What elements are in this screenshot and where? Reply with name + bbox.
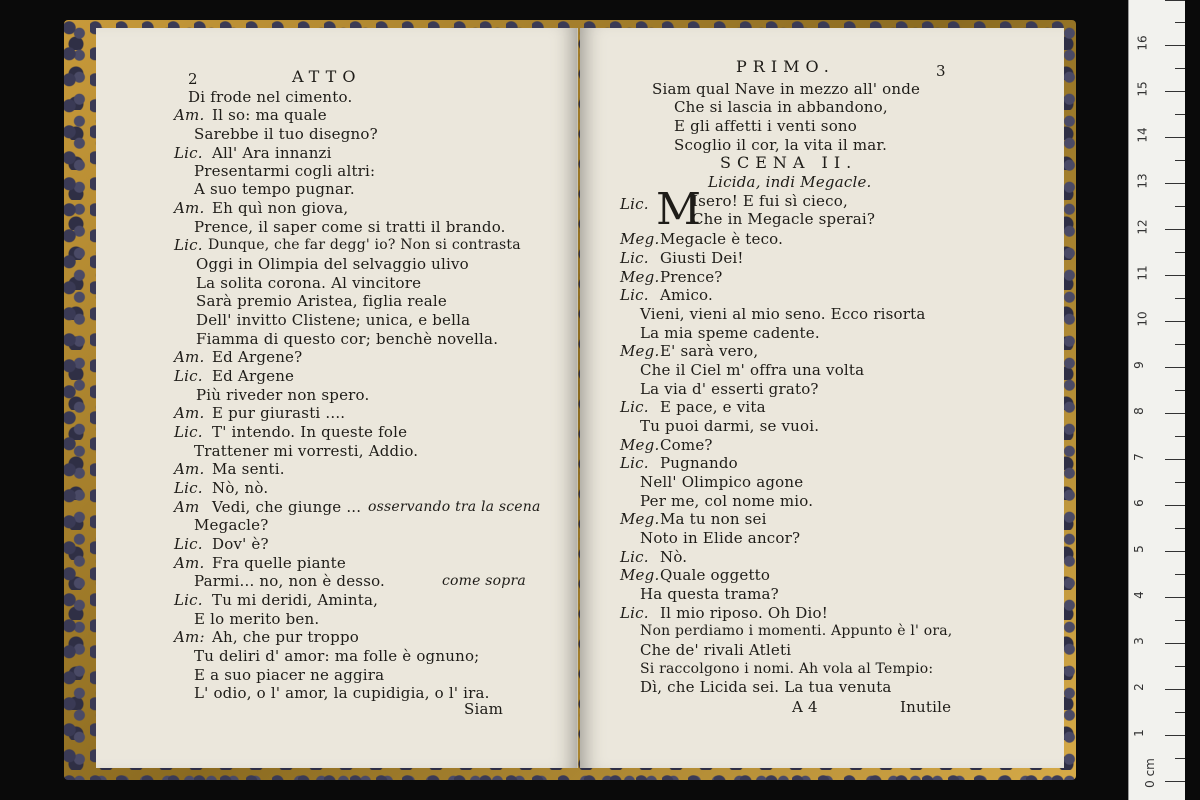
speaker: Am. [174, 404, 205, 422]
verse-line: T' intendo. In queste fole [212, 423, 408, 441]
verse-line: Che in Megacle sperai? [692, 210, 876, 228]
ruler-tick [1165, 183, 1185, 184]
ruler-label: 1 [1131, 729, 1146, 737]
verse-line: E' sarà vero, [660, 342, 759, 360]
ruler-tick [1175, 390, 1185, 391]
verse-line: La mia speme cadente. [640, 324, 820, 342]
speaker: Lic. [620, 286, 649, 304]
verse-line: E a suo piacer ne aggira [194, 666, 385, 684]
verse-line: Ed Argene [212, 367, 295, 385]
verse-line: Dunque, che far degg' io? Non si contrasta [208, 237, 521, 253]
speaker: Lic. [174, 591, 203, 609]
ruler-label: 13 [1135, 173, 1150, 189]
ruler-tick [1175, 298, 1185, 299]
verse-line: Scoglio il cor, la vita il mar. [674, 136, 888, 154]
scene-subtitle: Licida, indi Megacle. [708, 173, 872, 191]
verse-line: Trattener mi vorresti, Addio. [194, 442, 419, 460]
running-head: PRIMO. [736, 57, 835, 76]
speaker: Am. [174, 348, 205, 366]
speaker: Meg. [620, 230, 660, 248]
verse-line: Amico. [660, 286, 713, 304]
verse-line: Giusti Dei! [660, 249, 744, 267]
ruler-tick [1175, 252, 1185, 253]
verse-line: Ma tu non sei [660, 510, 767, 528]
ruler-tick [1175, 436, 1185, 437]
verse-line: Come? [660, 436, 713, 454]
ruler-tick [1165, 367, 1185, 368]
speaker: Lic. [174, 423, 203, 441]
verse-line: A suo tempo pugnar. [194, 180, 355, 198]
verse-line: Tu puoi darmi, se vuoi. [640, 417, 820, 435]
verse-line: All' Ara innanzi [212, 144, 332, 162]
ruler-label: 14 [1135, 127, 1150, 143]
verse-line: Dov' è? [212, 535, 269, 553]
verse-line: Pugnando [660, 454, 738, 472]
verse-line: E lo merito ben. [194, 610, 320, 628]
verse-line: Fiamma di questo cor; benchè novella. [196, 330, 499, 348]
speaker: Lic. [174, 144, 203, 162]
speaker: Lic. [620, 548, 649, 566]
verse-line: Che si lascia in abbandono, [674, 98, 888, 116]
ruler-tick [1165, 459, 1185, 460]
ruler-tick [1165, 275, 1185, 276]
ruler-label: 11 [1135, 265, 1150, 281]
ruler-tick [1175, 206, 1185, 207]
ruler-tick [1175, 758, 1185, 759]
verse-line: Prence? [660, 268, 723, 286]
verse-line: E pur giurasti .... [212, 404, 346, 422]
ruler-tick [1165, 229, 1185, 230]
speaker: Meg. [620, 342, 660, 360]
speaker: Meg. [620, 268, 660, 286]
verse-line: Quale oggetto [660, 566, 771, 584]
verse-line: Nell' Olimpico agone [640, 473, 804, 491]
ruler-label: 9 [1131, 361, 1146, 369]
ruler-label: 4 [1131, 591, 1146, 599]
ruler-tick [1165, 551, 1185, 552]
verse-line: Tu mi deridi, Aminta, [212, 591, 379, 609]
verse-line: L' odio, o l' amor, la cupidigia, o l' ira. [194, 684, 490, 702]
ruler-tick [1165, 321, 1185, 322]
ruler-tick [1165, 137, 1185, 138]
speaker: Lic. [620, 398, 649, 416]
page-number: 3 [936, 62, 946, 80]
verse-line: E pace, e vita [660, 398, 766, 416]
verse-line: Parmi... no, non è desso. [194, 572, 386, 590]
stage-direction: osservando tra la scena [368, 499, 541, 515]
ruler-tick [1175, 22, 1185, 23]
verse-line: Non perdiamo i momenti. Appunto è l' ora, [640, 623, 953, 639]
ruler-label: 2 [1131, 683, 1146, 691]
left-page [96, 28, 578, 768]
verse-line: Noto in Elide ancor? [640, 529, 801, 547]
ruler-tick [1175, 712, 1185, 713]
verse-line: Megacle? [194, 516, 269, 534]
ruler-tick [1175, 160, 1185, 161]
verse-line: Ma senti. [212, 460, 285, 478]
signature-mark: A 4 [792, 698, 818, 716]
speaker: Meg. [620, 566, 660, 584]
ruler-tick [1165, 689, 1185, 690]
catchword: Siam [464, 700, 504, 718]
speaker: Am. [174, 106, 205, 124]
ruler-label: 0 cm [1142, 758, 1157, 788]
ruler-tick [1165, 597, 1185, 598]
ruler-tick [1175, 620, 1185, 621]
verse-line: Che de' rivali Atleti [640, 641, 792, 659]
ruler-label: 10 [1135, 311, 1150, 327]
ruler-tick [1165, 505, 1185, 506]
speaker: Am [174, 498, 200, 516]
ruler-label: 6 [1131, 499, 1146, 507]
ruler-label: 15 [1135, 81, 1150, 97]
ruler-tick [1175, 574, 1185, 575]
ruler-tick [1165, 643, 1185, 644]
speaker: Am: [174, 628, 205, 646]
ruler-tick [1165, 0, 1185, 1]
verse-line: La via d' esserti grato? [640, 380, 819, 398]
verse-line: Eh quì non giova, [212, 199, 349, 217]
verse-line: Prence, il saper come si tratti il brando. [194, 218, 506, 236]
right-page [580, 28, 1064, 768]
ruler-tick [1165, 45, 1185, 46]
ruler-label: 16 [1135, 35, 1150, 51]
verse-line: Ah, che pur troppo [212, 628, 360, 646]
verse-line: Nò, nò. [212, 479, 269, 497]
ruler-tick [1175, 68, 1185, 69]
ruler-tick [1175, 666, 1185, 667]
verse-line: Che il Ciel m' offra una volta [640, 361, 865, 379]
verse-line: Isero! E fui sì cieco, [692, 192, 848, 210]
verse-line: Sarà premio Aristea, figlia reale [196, 292, 447, 310]
verse-line: La solita corona. Al vincitore [196, 274, 422, 292]
ruler-tick [1165, 413, 1185, 414]
verse-line: Vedi, che giunge ... [212, 498, 362, 516]
drop-cap: M [656, 184, 702, 235]
verse-line: Di frode nel cimento. [188, 88, 353, 106]
stage-direction: come sopra [442, 573, 526, 589]
catchword: Inutile [900, 698, 952, 716]
ruler-tick [1175, 114, 1185, 115]
verse-line: Sarebbe il tuo disegno? [194, 125, 378, 143]
speaker: Lic. [620, 195, 649, 213]
scene-title: SCENA II. [720, 153, 858, 172]
speaker: Am. [174, 199, 205, 217]
verse-line: Oggi in Olimpia del selvaggio ulivo [196, 255, 469, 273]
verse-line: Tu deliri d' amor: ma folle è ognuno; [194, 647, 480, 665]
ruler-tick [1175, 528, 1185, 529]
verse-line: Megacle è teco. [660, 230, 784, 248]
verse-line: Ha questa trama? [640, 585, 779, 603]
ruler-tick [1165, 781, 1185, 782]
speaker: Lic. [620, 249, 649, 267]
ruler-tick [1165, 91, 1185, 92]
verse-line: Ed Argene? [212, 348, 303, 366]
verse-line: Vieni, vieni al mio seno. Ecco risorta [640, 305, 926, 323]
verse-line: Dell' invitto Clistene; unica, e bella [196, 311, 471, 329]
speaker: Meg. [620, 510, 660, 528]
speaker: Meg. [620, 436, 660, 454]
running-head: ATTO [292, 67, 362, 86]
ruler-tick [1175, 344, 1185, 345]
speaker: Am. [174, 460, 205, 478]
ruler-tick [1165, 735, 1185, 736]
verse-line: Nò. [660, 548, 688, 566]
verse-line: Dì, che Licida sei. La tua venuta [640, 678, 892, 696]
verse-line: Siam qual Nave in mezzo all' onde [652, 80, 921, 98]
speaker: Lic. [174, 479, 203, 497]
verse-line: Più riveder non spero. [196, 386, 370, 404]
verse-line: Il so: ma quale [212, 106, 327, 124]
verse-line: Per me, col nome mio. [640, 492, 814, 510]
verse-line: Si raccolgono i nomi. Ah vola al Tempio: [640, 661, 934, 677]
verse-line: E gli affetti i venti sono [674, 117, 858, 135]
speaker: Lic. [174, 236, 203, 254]
ruler-label: 7 [1131, 453, 1146, 461]
measuring-ruler [1128, 0, 1185, 800]
ruler-label: 5 [1131, 545, 1146, 553]
speaker: Am. [174, 554, 205, 572]
ruler-label: 3 [1131, 637, 1146, 645]
verse-line: Fra quelle piante [212, 554, 346, 572]
page-number: 2 [188, 70, 198, 88]
ruler-label: 12 [1135, 219, 1150, 235]
verse-line: Il mio riposo. Oh Dio! [660, 604, 828, 622]
ruler-tick [1175, 482, 1185, 483]
speaker: Lic. [620, 604, 649, 622]
ruler-label: 8 [1131, 407, 1146, 415]
verse-line: Presentarmi cogli altri: [194, 162, 376, 180]
speaker: Lic. [620, 454, 649, 472]
speaker: Lic. [174, 367, 203, 385]
speaker: Lic. [174, 535, 203, 553]
